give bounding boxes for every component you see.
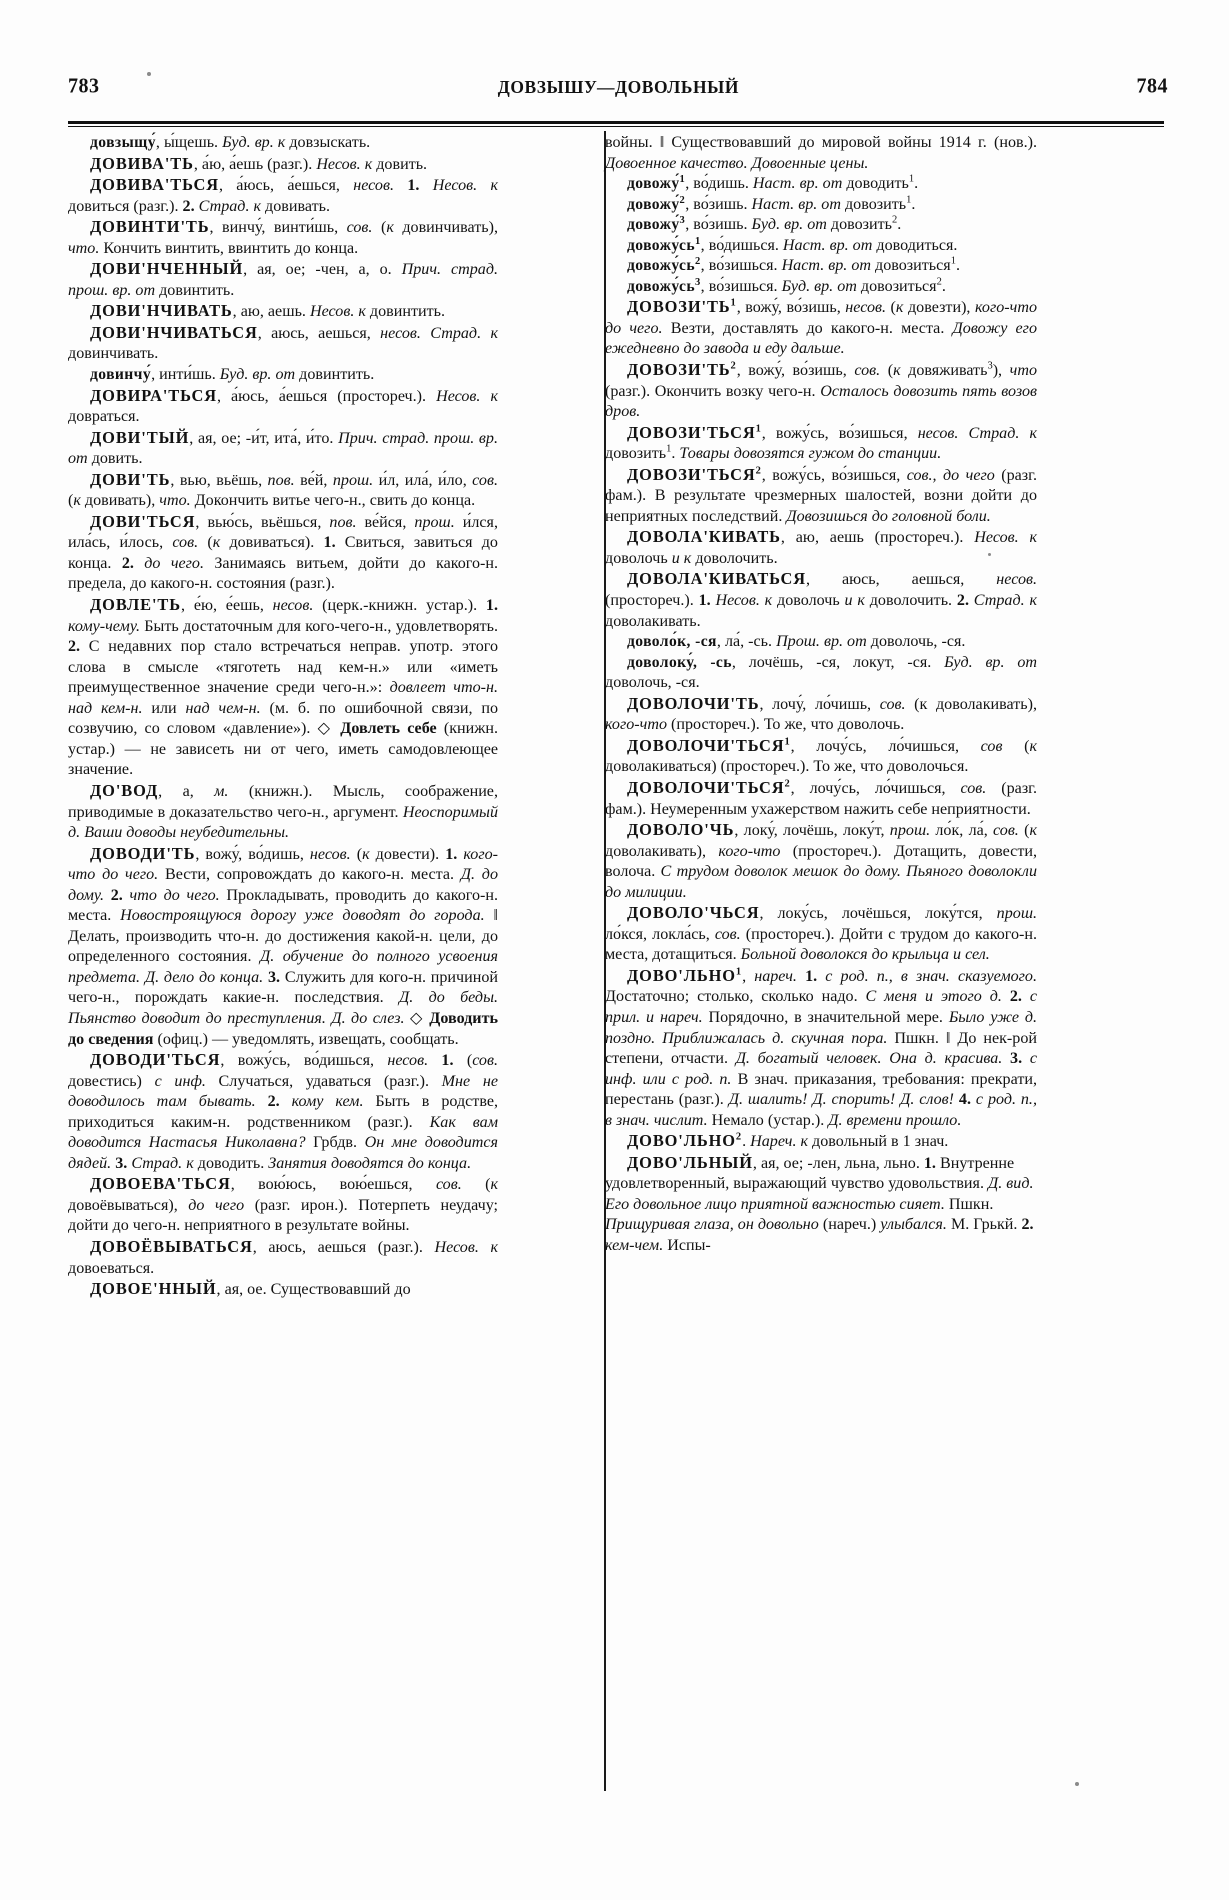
dictionary-entry: ДОВОЛА'КИВАТЬ, аю, аешь (простореч.). Несов. к доволочь и к доволочить. xyxy=(605,527,1038,567)
dictionary-entry: ДОВЛЕ'ТЬ, е́ю, е́ешь, несов. (церк.-книжн. устар.). 1. кому-чему. Быть достаточным для кого-чего-н., удовлетворять. 2. С недавних пор стало встречаться неправ. употр. этого слова в смысле «тяготеть над кем-н.» или «иметь преимущественное значение среди чего-н.»: довлеет что-н. над кем-н. или над чем-н. (м. б. по ошибочной связи, по созвучию, со словом «давление»). ◇ Довлеть себе (книжн. устар.) — не зависеть ни от чего, иметь самодовлеющее значение. xyxy=(68,595,499,779)
left-column xyxy=(68,133,498,1301)
dictionary-entry: ДОВОЛОЧИ'ТЬ, лочу́, ло́чишь, сов. (к доволакивать), кого-что (простореч.). То же, что доволочь. xyxy=(605,693,1038,734)
dictionary-entry: ДОВОЗИ'ТЬСЯ$^2$, вожу́сь, во́зишься, сов., до чего (разг. фам.). В результате чрезмерных шалостей, возни дойти до неприятных последствий. Довозишься до головной боли. xyxy=(605,464,1037,525)
dictionary-entry: ДОВИ'ТЫЙ, ая, ое; -и́т, ита́, и́то. Прич. страд. прош. вр. от довить. xyxy=(68,427,498,468)
scan-speck xyxy=(147,72,151,76)
dictionary-entry: ДОВО'ЛЬНО$^2$. Нареч. к довольный в 1 знач. xyxy=(627,1131,949,1151)
dictionary-entry: ДОВИ'ТЬ, вью, вьёшь, пов. ве́й, прош. и́л, ила́, и́ло, сов. (к довивать), что. Докончить витье чего-н., свить до конца. xyxy=(68,469,498,510)
dictionary-entry: ДОВОДИ'ТЬ, вожу́, во́дишь, несов. (к довести). 1. кого-что до чего. Вести, сопровождать до какого-н. места. Д. до дому. 2. что до чего. Прокладывать, проводить до какого-н. места. Новостроящуюся дорогу уже доводят до города. ‖ Делать, производить что-н. до достижения какой-н. цели, до определенного состояния. Д. обучение до полного усвоения предмета. Д. дело до конца. 3. Служить для кого-н. причиной чего-н., порождать какие-н. последствия. Д. до беды. Пьянство доводит до преступления. Д. до слез. ◇ Доводить до сведения (офиц.) — уведомлять, извещать, сообщать. xyxy=(68,843,499,1048)
dictionary-entry: ДОВОЗИ'ТЬСЯ$^1$, вожу́сь, во́зишься, несов. Страд. к довозить$^1$. Товары довозятся гужом до станции. xyxy=(605,422,1037,463)
dictionary-entry-continuation: войны. ‖ Существовавший до мировой войны 1914 г. (нов.). Довоенное качество. Довоенные цены. xyxy=(605,134,1037,172)
running-head xyxy=(68,68,1168,98)
folio-left: 783 xyxy=(68,74,100,98)
header-rule-thin xyxy=(68,126,1164,127)
dictionary-entry: довожу́$^3$, во́зишь. Буд. вр. от довозить$^2$. xyxy=(627,214,902,234)
dictionary-entry: ДОВОЛО'ЧЬ, локу́, лочёшь, локу́т, прош. ло́к, ла́, сов. (к доволакивать), кого-что (простореч.). Дотащить, довести, волоча. С трудом доволок мешок до дому. Пьяного доволокли до милиции. xyxy=(605,820,1037,901)
scan-speck xyxy=(988,553,991,556)
dictionary-entry: ДОВО'ЛЬНО$^1$, нареч. 1. с род. п., в знач. сказуемого. Достаточно; столько, сколько надо. С меня и этого д. 2. с прил. и нареч. Порядочно, в значительной мере. Было уже д. поздно. Приближалась д. скучная пора. Пшкн. ‖ До нек-рой степени, отчасти. Д. богатый человек. Она д. красива. 3. с инф. или с род. п. В знач. приказания, требования: прекрати, перестань (разг.). Д. шалить! Д. спорить! Д. слов! 4. с род. п., в знач. числит. Немало (устар.). Д. времени прошло. xyxy=(605,965,1038,1129)
dictionary-entry: ДОВИРА'ТЬСЯ, а́юсь, а́ешься (простореч.). Несов. к довраться. xyxy=(68,385,499,426)
dictionary-entry: ДОВИВА'ТЬСЯ, а́юсь, а́ешься, несов. 1. Несов. к довиться (разг.). 2. Страд. к довивать. xyxy=(68,175,499,215)
dictionary-entry: ДОВИ'ТЬСЯ, вью́сь, вьёшься, пов. ве́йся, прош. и́лся, ила́сь, и́лось, сов. (к довиваться). 1. Свиться, завиться до конца. 2. до чего. Занимаясь витьем, дойти до какого-н. предела, до какого-н. состояния (разг.). xyxy=(68,511,499,593)
dictionary-entry: ДОВИ'НЧЕННЫЙ, ая, ое; -чен, а, о. Прич. страд. прош. вр. от довинтить. xyxy=(68,259,498,299)
dictionary-entry: ДОВИ'НЧИВАТЬ, аю, аешь. Несов. к довинтить. xyxy=(90,301,446,321)
dictionary-entry: ДОВОДИ'ТЬСЯ, вожу́сь, во́дишься, несов. 1. (сов. довестись) с инф. Случаться, удаваться (разг.). Мне не доводилось там бывать. 2. кому кем. Быть в родстве, приходиться каким-н. родственником (разг.). Как вам доводится Настасья Николавна? Грбдв. Он мне доводится дядей. 3. Страд. к доводить. Занятия доводятся до конца. xyxy=(68,1050,499,1172)
dictionary-entry: ДОВОЛО'ЧЬСЯ, локу́сь, лочёшься, локу́тся, прош. ло́кся, локла́сь, сов. (простореч.). Дойти с трудом до какого-н. места, дотащиться. Больной доволокся до крыльца и сел. xyxy=(605,903,1037,964)
running-head-title: ДОВЗЫШУ—ДОВОЛЬНЫЙ xyxy=(497,77,739,97)
dictionary-entry: доволо́к, -ся, ла́, -сь. Прош. вр. от доволочь, -ся. xyxy=(627,633,966,651)
dictionary-entry: ДОВИ'НЧИВАТЬСЯ, аюсь, аешься, несов. Страд. к довинчивать. xyxy=(68,322,499,363)
dictionary-entry: ДОВОЛОЧИ'ТЬСЯ$^2$, лочу́сь, ло́чишься, сов. (разг. фам.). Неумеренным ухажерством нажить себе неприятности. xyxy=(605,777,1037,818)
dictionary-entry: $ДОВОЗИ'ТЬ^1$, вожу́, во́зишь, несов. (к довезти), кого-что до чего. Везти, доставлять до какого-н. места. Довожу его ежедневно до завода и еду дальше. xyxy=(605,297,1037,358)
dictionary-entry: ДО'ВОД, а, м. (книжн.). Мысль, соображение, приводимые в доказательство чего-н., аргумент. Неоспоримый д. Ваши доводы неубедительны. xyxy=(68,780,498,842)
right-column xyxy=(605,133,1037,1257)
dictionary-entry: довожу́$^2$, во́зишь. Наст. вр. от довозить$^1$. xyxy=(627,194,916,213)
dictionary-entry: $довожу́сь^1$, во́дишься. Наст. вр. от доводиться. xyxy=(627,235,958,254)
dictionary-entry: довзыщу́, ы́щешь. Буд. вр. к довзыскать. xyxy=(90,134,371,151)
scan-speck xyxy=(1075,1782,1079,1786)
dictionary-entry: ДОВОЛА'КИВАТЬСЯ, аюсь, аешься, несов. (простореч.). 1. Несов. к доволочь и к доволочить. 2. Страд. к доволакивать. xyxy=(605,569,1037,630)
dictionary-entry: довинчу́, инти́шь. Буд. вр. от довинтить. xyxy=(90,366,375,384)
folio-right: 784 xyxy=(1136,74,1168,98)
dictionary-entry: ДОВОЕ'ННЫЙ, ая, ое. Существовавший до xyxy=(90,1279,411,1299)
dictionary-entry: $довожу́сь^3$, во́зишься. Буд. вр. от довозиться$^2$. xyxy=(627,276,946,295)
dictionary-entry: ДОВОЛОЧИ'ТЬСЯ$^1$, лочу́сь, ло́чишься, сов (к доволакиваться) (простореч.). То же, что доволочься. xyxy=(605,735,1037,776)
dictionary-entry: ДОВИВА'ТЬ, а́ю, а́ешь (разг.). Несов. к довить. xyxy=(90,153,428,173)
dictionary-entry: $ДОВОЗИ'ТЬ^2$, вожу́, во́зишь, сов. (к довяживать$^3$), что (разг.). Окончить возку чего-н. Осталось довозить пять возов дров. xyxy=(605,360,1037,421)
dictionary-entry: ДОВОЕВА'ТЬСЯ, вою́юсь, вою́ешься, сов. (к довоёвываться), до чего (разг. ирон.). Потерпеть неудачу; дойти до чего-н. неприятного в результате войны. xyxy=(68,1174,499,1235)
header-rule-thick xyxy=(68,121,1164,124)
dictionary-entry: ДОВО'ЛЬНЫЙ, ая, ое; -лен, льна, льно. 1. Внутренне удовлетворенный, выражающий чувство удовольствия. Д. вид. Его довольное лицо приятной важностью сияет. Пшкн. Прищуривая глаза, он довольно (нареч.) улыбался. М. Грькй. 2. кем-чем. Испы- xyxy=(605,1152,1034,1254)
dictionary-entry: $довожу́сь^2$, во́зишься. Наст. вр. от довозиться$^1$. xyxy=(627,255,960,275)
dictionary-entry: довожу́$^1$, во́дишь. Наст. вр. от доводить$^1$. xyxy=(627,173,919,193)
dictionary-entry: доволоку́, -сь, лочёшь, -ся, локут, -ся. Буд. вр. от доволочь, -ся. xyxy=(605,653,1037,692)
dictionary-entry: ДОВОЁВЫВАТЬСЯ, аюсь, аешься (разг.). Несов. к довоеваться. xyxy=(68,1236,499,1277)
dictionary-entry: ДОВИНТИ'ТЬ, винчу́, винти́шь, сов. (к довинчивать), что. Кончить винтить, ввинтить до конца. xyxy=(68,217,498,257)
